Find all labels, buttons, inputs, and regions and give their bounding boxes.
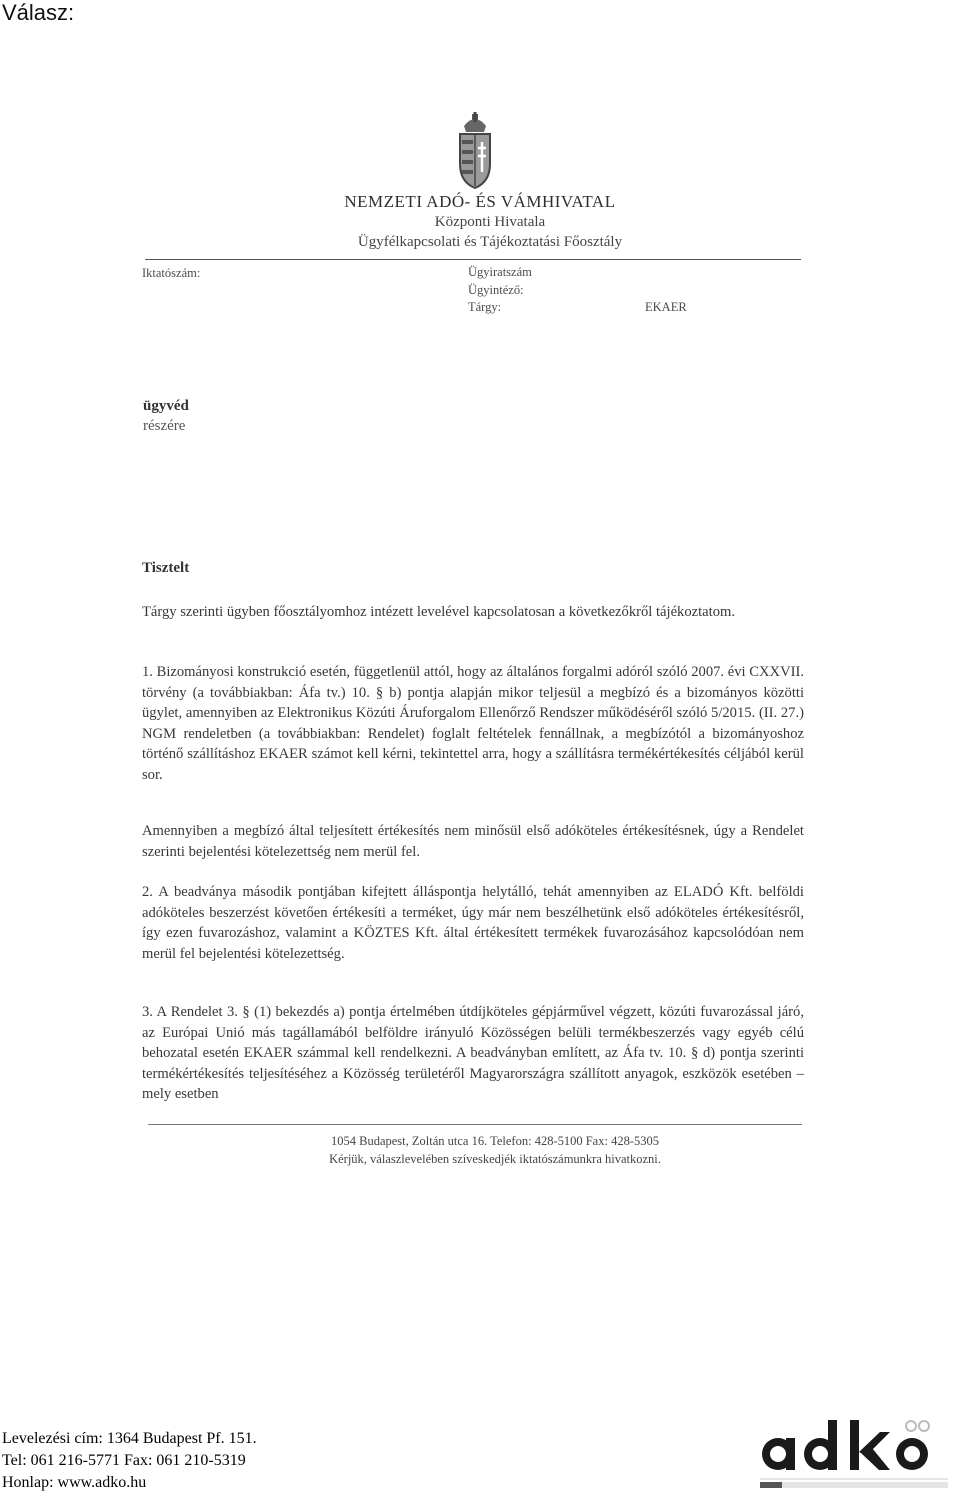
ugyiratszam-label: Ügyiratszám [468,265,532,279]
paragraph-3: 3. A Rendelet 3. § (1) bekezdés a) pontja értelmében útdíjköteles gépjárművel végzett, közúti fuvarozással járó, az Európai Unió más tagállamából belföldre irányuló Közösségen belüli termékbeszerzés vagy egyéb célú behozatal esetén EKAER számmal kell rendelkezni. A beadványban említett, az Áfa tv. 10. § d) pontja szerinti termékértékesítés teljesítéséhez a Közösség területéről Magyarországra szállított anyagok, eszközök esetében – mely esetben [142,1004,804,1102]
paragraph-intro: Tárgy szerinti ügyben főosztályomhoz intézett levelével kapcsolatosan a következőkről tájékoztatom. [142,604,735,620]
ugyintezo-label: Ügyintéző: [468,283,524,297]
office-department: Ügyfélkapcsolati és Tájékoztatási Főosztály [357,234,623,250]
office-subtitle: Központi Hivatala [434,214,546,230]
addressee-title: ügyvéd [143,398,189,414]
targy-value: EKAER [645,300,687,314]
paragraph-2: 2. A beadványa második pontjában kifejtett álláspontja helytálló, tehát amennyiben az ELADÓ Kft. belföldi adóköteles beszerzést követően értékesíti a terméket, úgy már nem beszélhetünk első adóköteles értékesítésről, így ezen fuvarozáshoz, valamint a KÖZTES Kft. által értékesített termékek fuvarozásához kapcsolódóan nem merül fel bejelentési kötelezettség. [142,884,804,962]
targy-label: Tárgy: [468,300,502,314]
coat-of-arms-icon [452,112,498,192]
salutation: Tisztelt [142,560,190,576]
adko-logo [754,1416,954,1492]
mailing-address: Levelezési cím: 1364 Budapest Pf. 151. [2,1430,257,1447]
iktatoszam-label: Iktatószám: [142,266,201,280]
page-heading: Válasz: [2,0,75,25]
letter-footer-address: 1054 Budapest, Zoltán utca 16. Telefon: 428-5100 Fax: 428-5305 [330,1134,659,1148]
addressee-for: részére [143,418,186,434]
office-name: NEMZETI ADÓ- ÉS VÁMHIVATAL [344,192,616,211]
paragraph-1: 1. Bizományosi konstrukció esetén, függetlenül attól, hogy az általános forgalmi adóról szóló 2007. évi CXXVII. törvény (a továbbiakban: Áfa tv.) 10. § b) pontja alapján mikor teljesül a megbízó és a bizományos közötti ügylet, amennyiben az Elektronikus Közúti Áruforgalom Ellenőrző Rendszer működéséről szóló 5/2015. (II. 27.) NGM rendeletben (a továbbiakban: Rendelet) foglalt feltételek fennállnak, a megbízótól a bizományoshoz történő szállításhoz EKAER számot kell kérni, tekintettel arra, hogy a szállításra termékértékesítés céljából kerül sor. [142,664,804,783]
footer-divider [148,1124,802,1125]
paragraph-amennyiben: Amennyiben a megbízó által teljesített értékesítés nem minősül első adóköteles értékesítésnek, úgy a Rendelet szerinti bejelentési kötelezettség nem merül fel. [142,823,804,860]
website: Honlap: www.adko.hu [2,1474,147,1491]
letter-footer-note: Kérjük, válaszlevelében szíveskedjék iktatószámunkra hivatkozni. [329,1152,661,1166]
phone-fax: Tel: 061 216-5771 Fax: 061 210-5319 [2,1452,246,1469]
header-divider [145,259,801,260]
